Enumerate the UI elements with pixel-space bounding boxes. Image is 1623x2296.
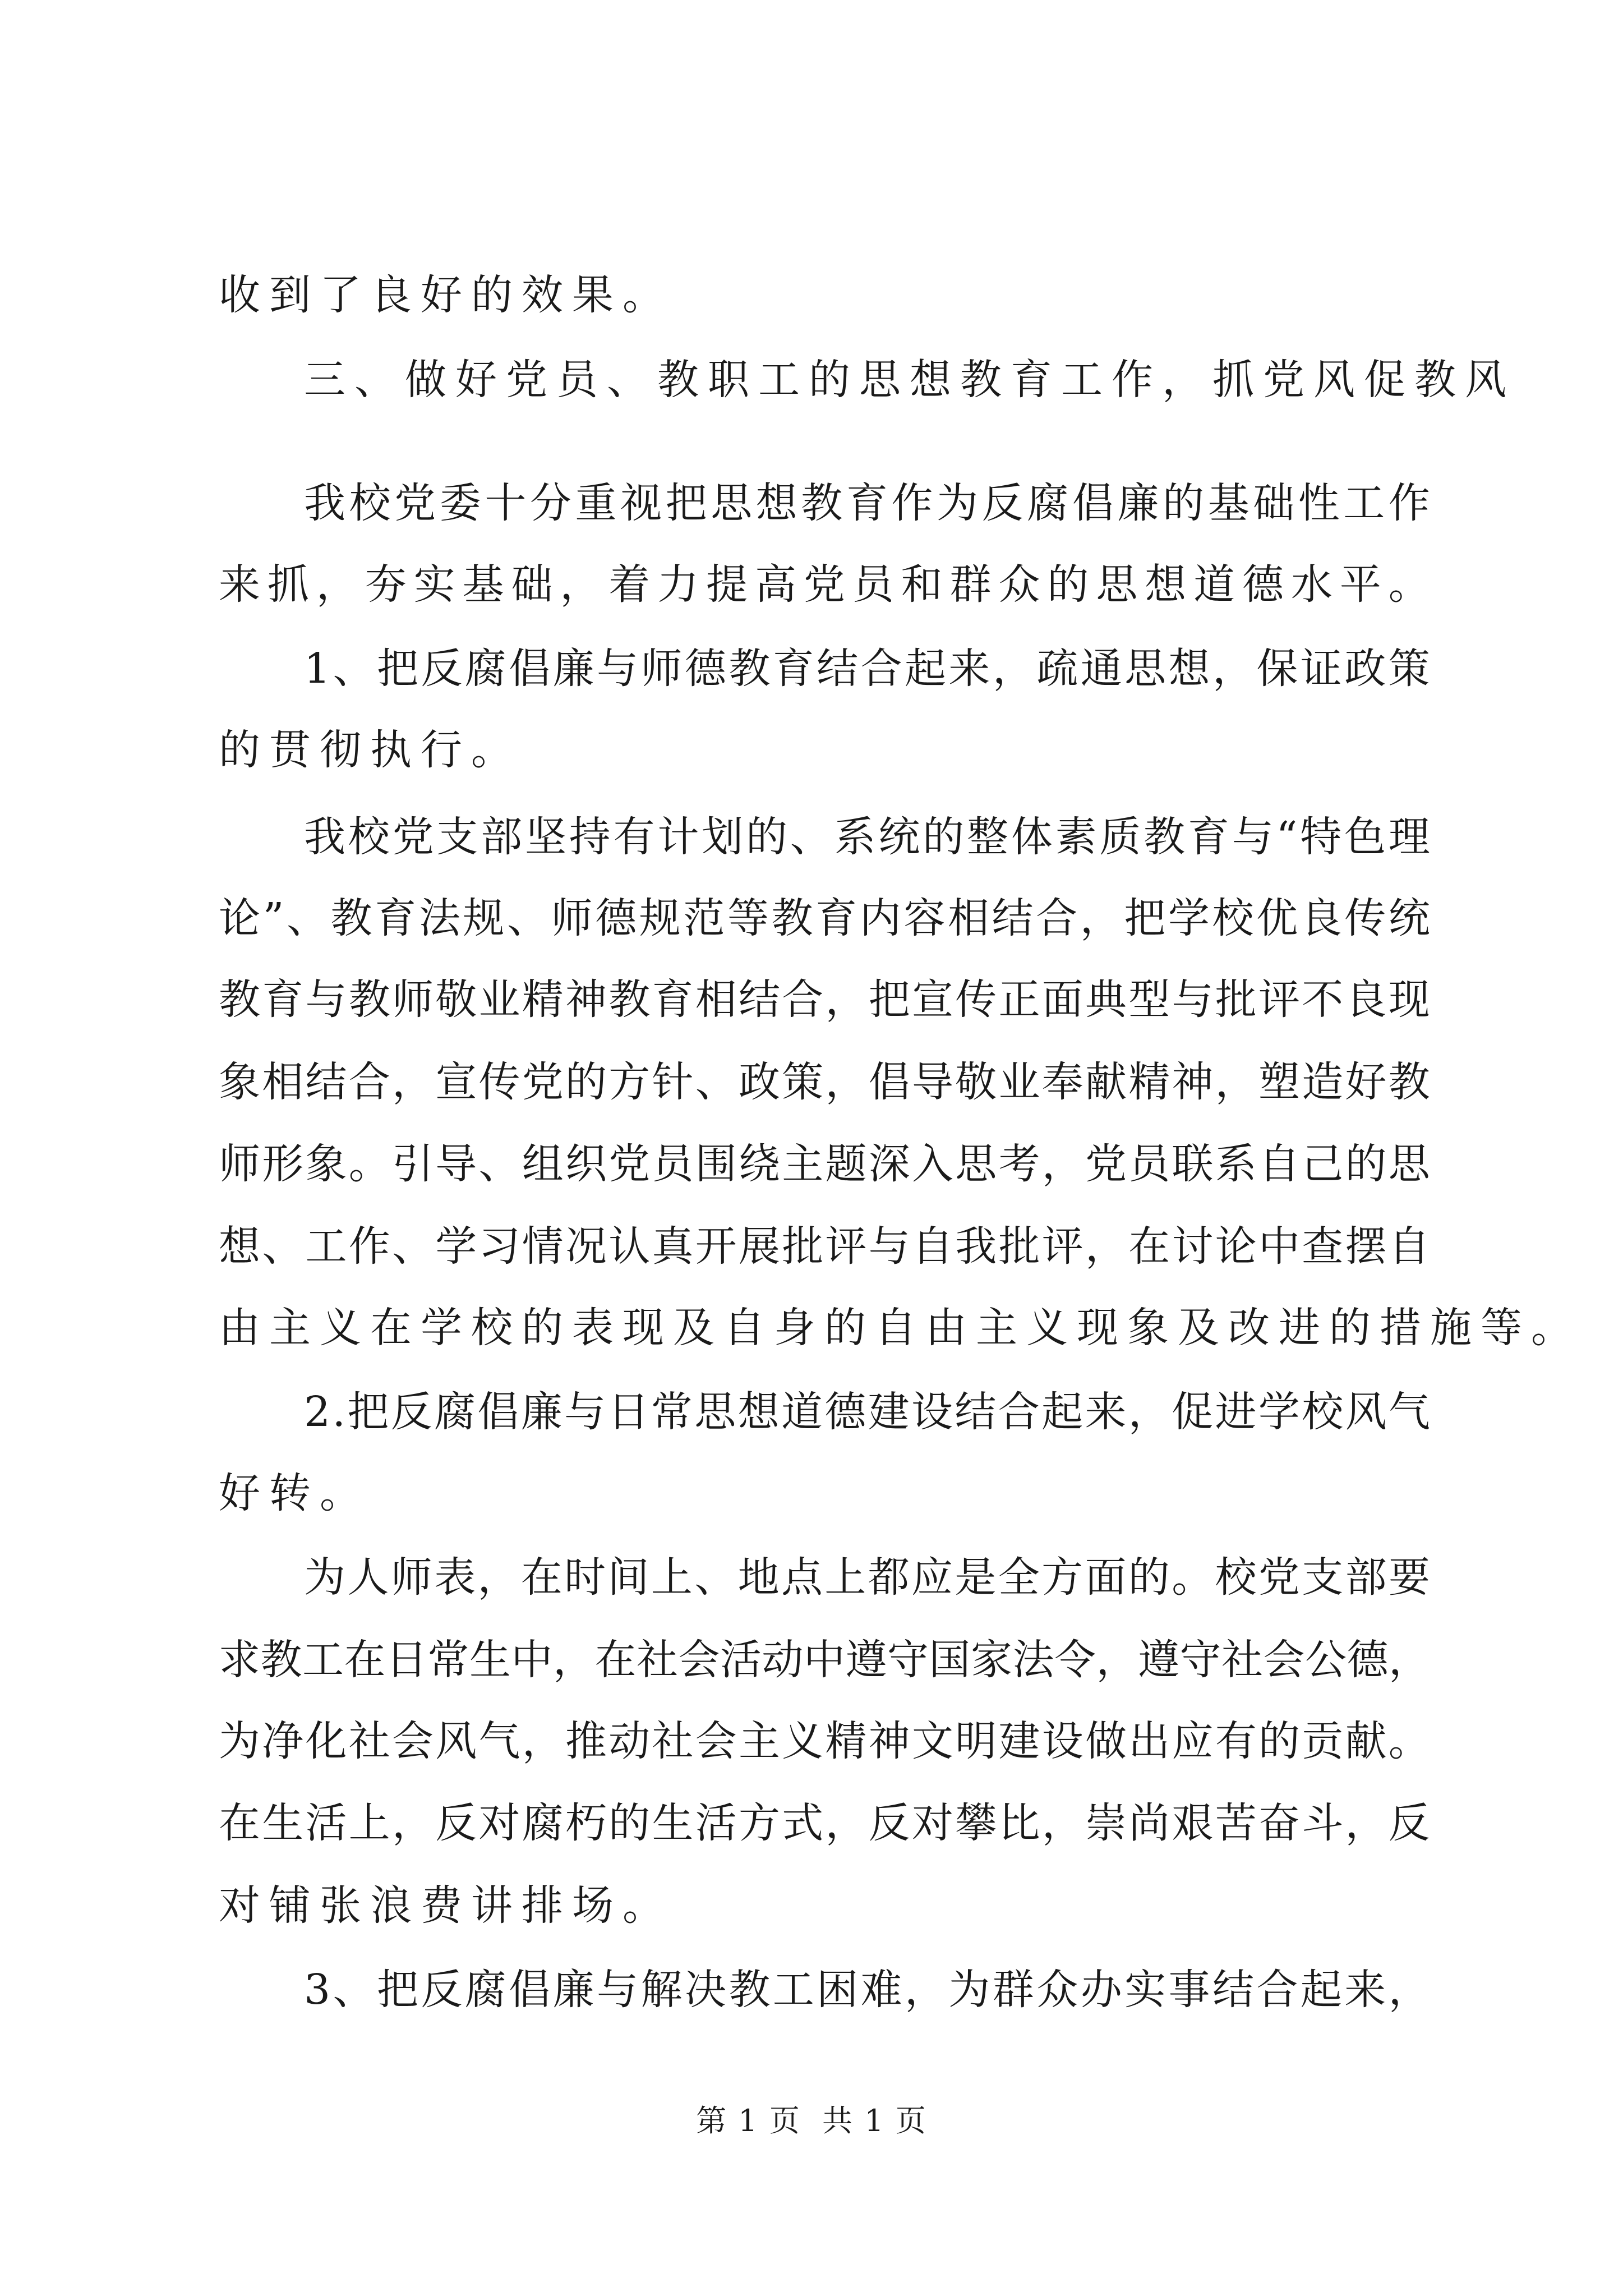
text-line: 来 抓 ， 夯 实 基 础 ， 着 力 提 高 党 员 和 群 众 的 思 想 道 德 水 平 。 — [219, 560, 1430, 609]
text-line: 为 人 师 表 ， 在 时 间 上 、 地 点 上 都 应 是 全 方 面 的 。 校 党 支 部 要 — [304, 1553, 1430, 1602]
subheading-line: 3 、 把 反 腐 倡 廉 与 解 决 教 工 困 难 ， 为 群 众 办 实 事 结 合 起 来 ， — [304, 1966, 1430, 2014]
text-line: 求 教 工 在 日 常 生 中 ， 在 社 会 活 动 中 遵 守 国 家 法 令 ， 遵 守 社 会 公 德 ， — [219, 1636, 1430, 1684]
text-line: 论 ” 、 教 育 法 规 、 师 德 规 范 等 教 育 内 容 相 结 合 ， 把 学 校 优 良 传 统 — [219, 894, 1430, 942]
subheading-line: 1 、 把 反 腐 倡 廉 与 师 德 教 育 结 合 起 来 ， 疏 通 思 想 ， 保 证 政 策 — [304, 645, 1430, 693]
text-line: 我 校 党 委 十 分 重 视 把 思 想 教 育 作 为 反 腐 倡 廉 的 基 础 性 工 作 — [304, 479, 1430, 527]
subheading-line: 2 . 把 反 腐 倡 廉 与 日 常 思 想 道 德 建 设 结 合 起 来 ， 促 进 学 校 风 气 — [304, 1388, 1430, 1436]
text-line: 象 相 结 合 ， 宣 传 党 的 方 针 、 政 策 ， 倡 导 敬 业 奉 献 精 神 ， 塑 造 好 教 — [219, 1058, 1430, 1106]
text-line: 在 生 活 上 ， 反 对 腐 朽 的 生 活 方 式 ， 反 对 攀 比 ， 崇 尚 艰 苦 奋 斗 ， 反 — [219, 1799, 1430, 1847]
subheading-line: 好转。 — [219, 1469, 370, 1517]
text-line: 对铺张浪费讲排场。 — [219, 1881, 673, 1930]
text-line: 师 形 象 。 引 导 、 组 织 党 员 围 绕 主 题 深 入 思 考 ， 党 员 联 系 自 己 的 思 — [219, 1140, 1430, 1188]
text-line: 收到了良好的效果。 — [219, 271, 673, 319]
text-line: 由主义在学校的表现及自身的自由主义现象及改进的措施等。 — [219, 1304, 1581, 1352]
text-line: 教 育 与 教 师 敬 业 精 神 教 育 相 结 合 ， 把 宣 传 正 面 典 型 与 批 评 不 良 现 — [219, 976, 1430, 1024]
section-heading: 三、做好党员、教职工的思想教育工作，抓党风促教风 — [304, 356, 1515, 404]
text-line: 想 、 工 作 、 学 习 情 况 认 真 开 展 批 评 与 自 我 批 评 ， 在 讨 论 中 查 摆 自 — [219, 1222, 1430, 1271]
page-footer: 第 1 页 共 1 页 — [696, 2103, 927, 2138]
text-line: 我 校 党 支 部 坚 持 有 计 划 的 、 系 统 的 整 体 素 质 教 育 与 “ 特 色 理 — [304, 813, 1430, 861]
subheading-line: 的贯彻执行。 — [219, 726, 522, 774]
text-line: 为 净 化 社 会 风 气 ， 推 动 社 会 主 义 精 神 文 明 建 设 做 出 应 有 的 贡 献 。 — [219, 1717, 1430, 1765]
